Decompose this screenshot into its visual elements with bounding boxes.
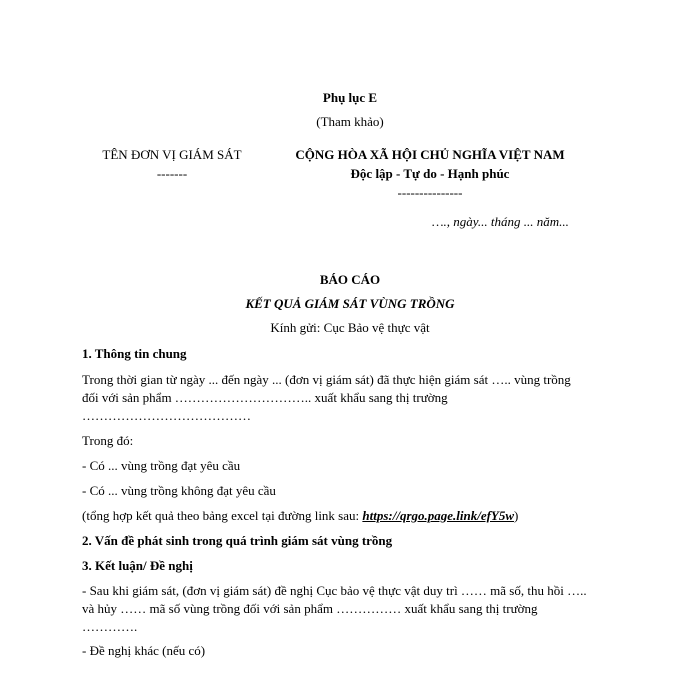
section-3-line-2: và hủy …… mã số vùng trồng đối với sản phẩm …………… xuất khẩu sang thị trường [82, 601, 538, 616]
bullet-not-qualified: - Có ... vùng trồng không đạt yêu cầu [82, 483, 276, 498]
motto-rule: --------------- [397, 185, 463, 200]
section-2-heading: 2. Vấn đề phát sinh trong quá trình giám sát vùng trồng [82, 533, 393, 548]
report-subtitle: KẾT QUẢ GIÁM SÁT VÙNG TRỒNG [245, 296, 455, 311]
bullet-qualified: - Có ... vùng trồng đạt yêu cầu [82, 458, 241, 473]
appendix-title: Phụ lục E [322, 90, 378, 105]
summary-line [82, 508, 518, 524]
section-1-heading: 1. Thông tin chung [82, 346, 187, 361]
summary-prefix: (tổng hợp kết quả theo bảng excel tại đường link sau: [82, 508, 363, 523]
section-3-heading: 3. Kết luận/ Đề nghị [82, 558, 193, 573]
section-3-line-1: - Sau khi giám sát, (đơn vị giám sát) đề nghị Cục bảo vệ thực vật duy trì …… mã số, thu hồi ….. [82, 583, 587, 598]
section-1-line-3: ………………………………… [82, 408, 251, 423]
appendix-subtitle: (Tham khảo) [316, 114, 384, 129]
summary-suffix: ) [514, 508, 519, 523]
in-which-label: Trong đó: [82, 433, 134, 448]
section-1-line-1: Trong thời gian từ ngày ... đến ngày ... (đơn vị giám sát) đã thực hiện giám sát ….. vùng trồng [82, 372, 571, 387]
date-line: …., ngày... tháng ... năm... [432, 214, 569, 229]
report-title: BÁO CÁO [319, 272, 381, 287]
recipient-line: Kính gửi: Cục Bảo vệ thực vật [270, 320, 430, 335]
excel-summary-link[interactable]: https://qrgo.page.link/efY5w [362, 508, 515, 523]
section-3-line-3: …………. [82, 619, 138, 634]
national-motto: Độc lập - Tự do - Hạnh phúc [350, 166, 510, 181]
other-proposals-line: - Đề nghị khác (nếu có) [82, 643, 206, 658]
unit-name: TÊN ĐƠN VỊ GIÁM SÁT [102, 147, 242, 162]
national-title: CỘNG HÒA XÃ HỘI CHỦ NGHĨA VIỆT NAM [295, 147, 565, 162]
section-1-line-2: đối với sản phẩm ………………………….. xuất khẩu sang thị trường [82, 390, 448, 405]
unit-rule: ------- [156, 166, 188, 181]
